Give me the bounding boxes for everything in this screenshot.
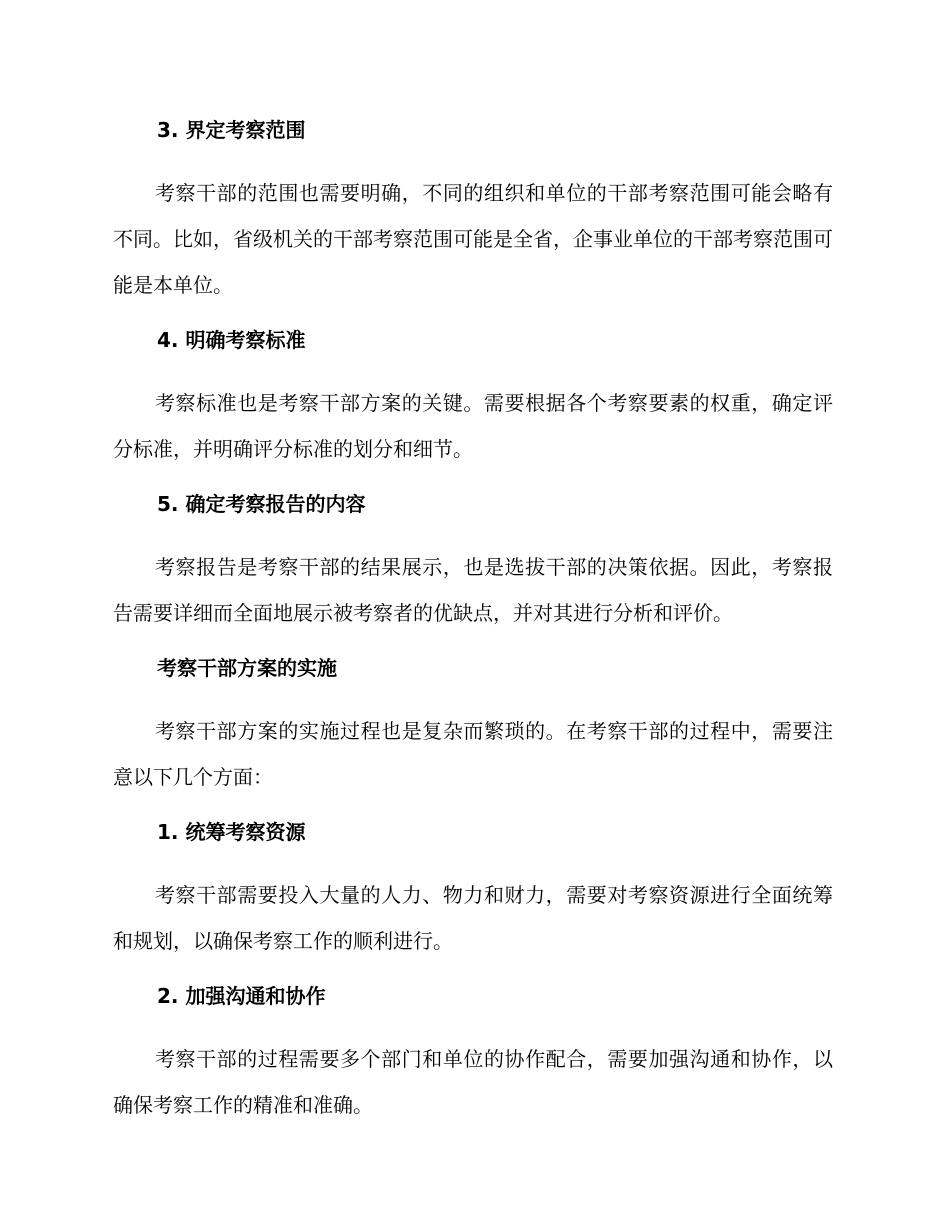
- spacer: [113, 472, 833, 486]
- section-paragraph-coordinate-resources: 考察干部需要投入大量的人力、物力和财力，需要对考察资源进行全面统筹和规划，以确保考察工作的顺利进行。: [113, 883, 833, 953]
- section-heading-coordinate-resources: 1. 统筹考察资源: [157, 820, 306, 844]
- section-paragraph-implementation: 考察干部方案的实施过程也是复杂而繁琐的。在考察干部的过程中，需要注意以下几个方面：: [113, 719, 833, 789]
- spacer: [113, 850, 833, 872]
- spacer: [113, 148, 833, 170]
- spacer: [113, 800, 833, 814]
- section-heading-implementation: 考察干部方案的实施: [157, 656, 337, 680]
- spacer: [113, 636, 833, 650]
- section-paragraph-clarify-standards: 考察标准也是考察干部方案的关键。需要根据各个考察要素的权重，确定评分标准，并明确评分标准的划分和细节。: [113, 391, 833, 461]
- spacer: [113, 308, 833, 322]
- section-paragraph-communication: 考察干部的过程需要多个部门和单位的协作配合，需要加强沟通和协作，以确保考察工作的精准和准确。: [113, 1047, 833, 1117]
- spacer: [113, 358, 833, 380]
- section-paragraph-report-content: 考察报告是考察干部的结果展示，也是选拔干部的决策依据。因此，考察报告需要详细而全面地展示被考察者的优缺点，并对其进行分析和评价。: [113, 555, 833, 625]
- document-body: [113, 112, 833, 1128]
- section-heading-define-scope: 3. 界定考察范围: [157, 118, 306, 142]
- section-heading-communication: 2. 加强沟通和协作: [157, 984, 326, 1008]
- section-heading-report-content: 5. 确定考察报告的内容: [157, 492, 366, 516]
- section-paragraph-define-scope: 考察干部的范围也需要明确，不同的组织和单位的干部考察范围可能会略有不同。比如，省级机关的干部考察范围可能是全省，企事业单位的干部考察范围可能是本单位。: [113, 181, 833, 297]
- spacer: [113, 522, 833, 544]
- spacer: [113, 964, 833, 978]
- spacer: [113, 1014, 833, 1036]
- spacer: [113, 686, 833, 708]
- section-heading-clarify-standards: 4. 明确考察标准: [157, 328, 306, 352]
